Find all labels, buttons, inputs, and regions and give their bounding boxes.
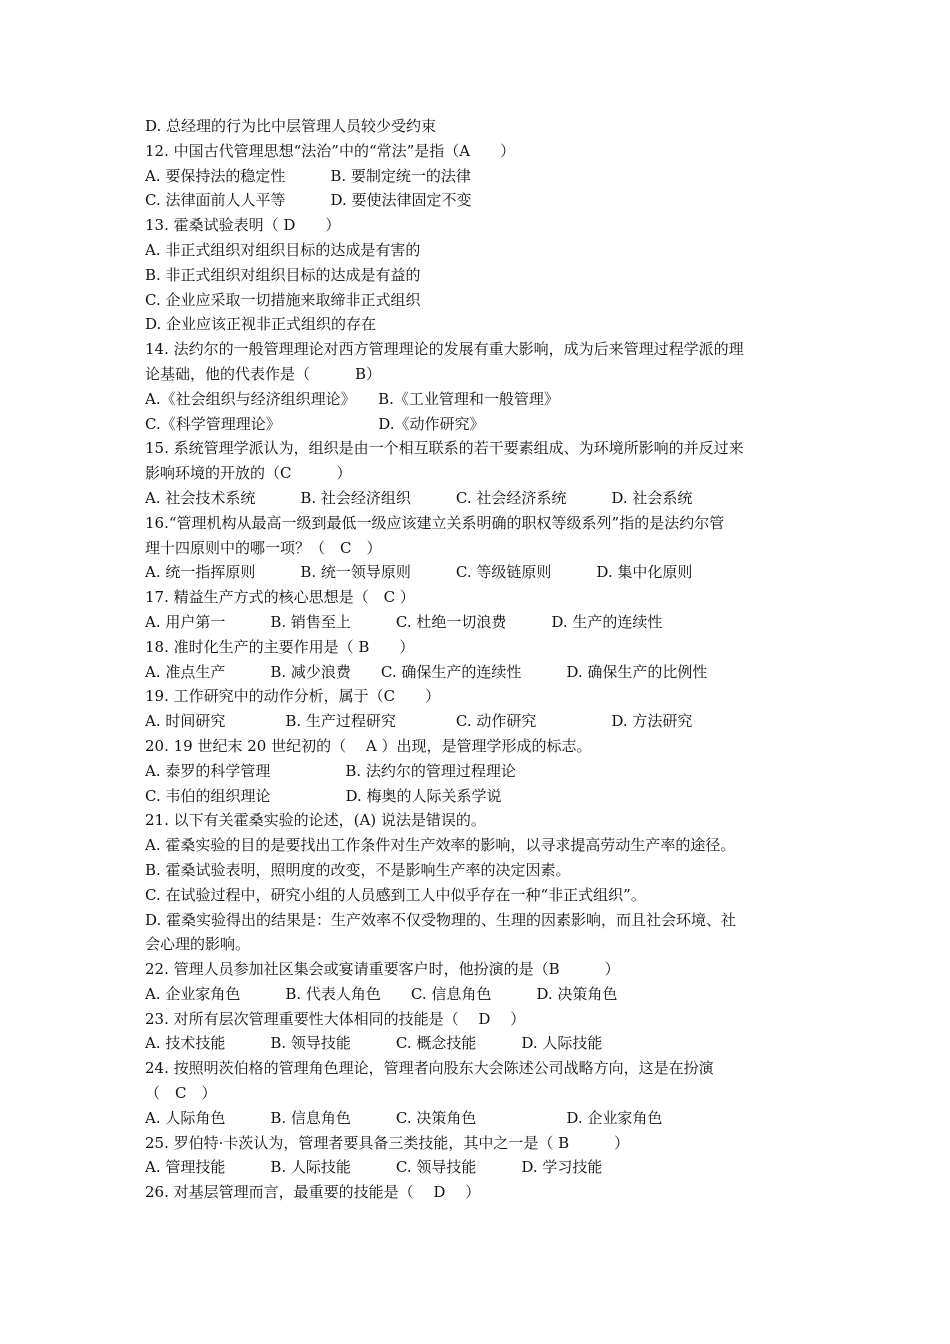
question-25: 25. 罗伯特·卡茨认为，管理者要具备三类技能，其中之一是（ B ） <box>145 1133 630 1152</box>
option-line: D. 企业应该正视非正式组织的存在 <box>145 315 377 334</box>
options-line: A. 人际角色 B. 信息角色 C. 决策角色 D. 企业家角色 <box>145 1108 663 1127</box>
options-line: A. 用户第一 B. 销售至上 C. 杜绝一切浪费 D. 生产的连续性 <box>145 612 663 631</box>
option-line: D. 霍桑实验得出的结果是：生产效率不仅受物理的、生理的因素影响，而且社会环境、社 <box>145 910 737 929</box>
options-line: A. 管理技能 B. 人际技能 C. 领导技能 D. 学习技能 <box>145 1158 603 1177</box>
option-line: C. 在试验过程中，研究小组的人员感到工人中似乎存在一种“非正式组织”。 <box>145 885 646 904</box>
question-24: 24. 按照明茨伯格的管理角色理论，管理者向股东大会陈述公司战略方向，这是在扮演 <box>145 1059 714 1078</box>
question-13: 13. 霍桑试验表明（ D ） <box>145 216 341 235</box>
option-line: B. 非正式组织对组织目标的达成是有益的 <box>145 265 421 284</box>
options-line: A.《社会组织与经济组织理论》 B.《工业管理和一般管理》 <box>145 389 559 408</box>
question-14-cont: 论基础，他的代表作是（ B） <box>145 364 382 383</box>
question-15-cont: 影响环境的开放的（C ） <box>145 464 352 483</box>
options-line: A. 要保持法的稳定性 B. 要制定统一的法律 <box>145 166 471 185</box>
options-line: A. 技术技能 B. 领导技能 C. 概念技能 D. 人际技能 <box>145 1034 603 1053</box>
question-12: 12. 中国古代管理思想“法治”中的“常法”是指（A ） <box>145 141 516 160</box>
question-24-cont: （ C ） <box>145 1084 217 1103</box>
question-16-cont: 理十四原则中的哪一项？（ C ） <box>145 538 382 557</box>
option-line-cont: 会心理的影响。 <box>145 935 251 954</box>
question-22: 22. 管理人员参加社区集会或宴请重要客户时，他扮演的是（B ） <box>145 960 620 979</box>
options-line: C. 法律面前人人平等 D. 要使法律固定不变 <box>145 191 472 210</box>
options-line: A. 企业家角色 B. 代表人角色 C. 信息角色 D. 决策角色 <box>145 984 618 1003</box>
question-17: 17. 精益生产方式的核心思想是（ C ） <box>145 588 415 607</box>
question-26: 26. 对基层管理而言，最重要的技能是（ D ） <box>145 1183 481 1202</box>
question-21: 21. 以下有关霍桑实验的论述，(A) 说法是错误的。 <box>145 811 486 830</box>
option-line: C. 企业应采取一切措施来取缔非正式组织 <box>145 290 421 309</box>
options-line: A. 泰罗的科学管理 B. 法约尔的管理过程理论 <box>145 761 516 780</box>
question-23: 23. 对所有层次管理重要性大体相同的技能是（ D ） <box>145 1009 526 1028</box>
option-line: A. 霍桑实验的目的是要找出工作条件对生产效率的影响，以寻求提高劳动生产率的途径。 <box>145 836 736 855</box>
question-14: 14. 法约尔的一般管理理论对西方管理理论的发展有重大影响，成为后来管理过程学派的理 <box>145 340 744 359</box>
options-line: A. 时间研究 B. 生产过程研究 C. 动作研究 D. 方法研究 <box>145 712 693 731</box>
options-line: C.《科学管理理论》 D.《动作研究》 <box>145 414 485 433</box>
question-16: 16.“管理机构从最高一级到最低一级应该建立关系明确的职权等级系列”指的是法约尔管 <box>145 513 725 532</box>
options-line: A. 统一指挥原则 B. 统一领导原则 C. 等级链原则 D. 集中化原则 <box>145 563 693 582</box>
options-line: A. 准点生产 B. 减少浪费 C. 确保生产的连续性 D. 确保生产的比例性 <box>145 662 708 681</box>
question-18: 18. 准时化生产的主要作用是（ B ） <box>145 637 415 656</box>
option-line: A. 非正式组织对组织目标的达成是有害的 <box>145 240 421 259</box>
option-line: B. 霍桑试验表明，照明度的改变，不是影响生产率的决定因素。 <box>145 860 571 879</box>
question-15: 15. 系统管理学派认为，组织是由一个相互联系的若干要素组成、为环境所影响的并反过来 <box>145 439 744 458</box>
question-20: 20. 19 世纪末 20 世纪初的（ A ）出现，是管理学形成的标志。 <box>145 736 592 755</box>
options-line: C. 韦伯的组织理论 D. 梅奥的人际关系学说 <box>145 786 502 805</box>
question-19: 19. 工作研究中的动作分析，属于（C ） <box>145 687 441 706</box>
options-line: A. 社会技术系统 B. 社会经济组织 C. 社会经济系统 D. 社会系统 <box>145 488 693 507</box>
document-page <box>145 114 815 1205</box>
text-line: D. 总经理的行为比中层管理人员较少受约束 <box>145 117 437 135</box>
